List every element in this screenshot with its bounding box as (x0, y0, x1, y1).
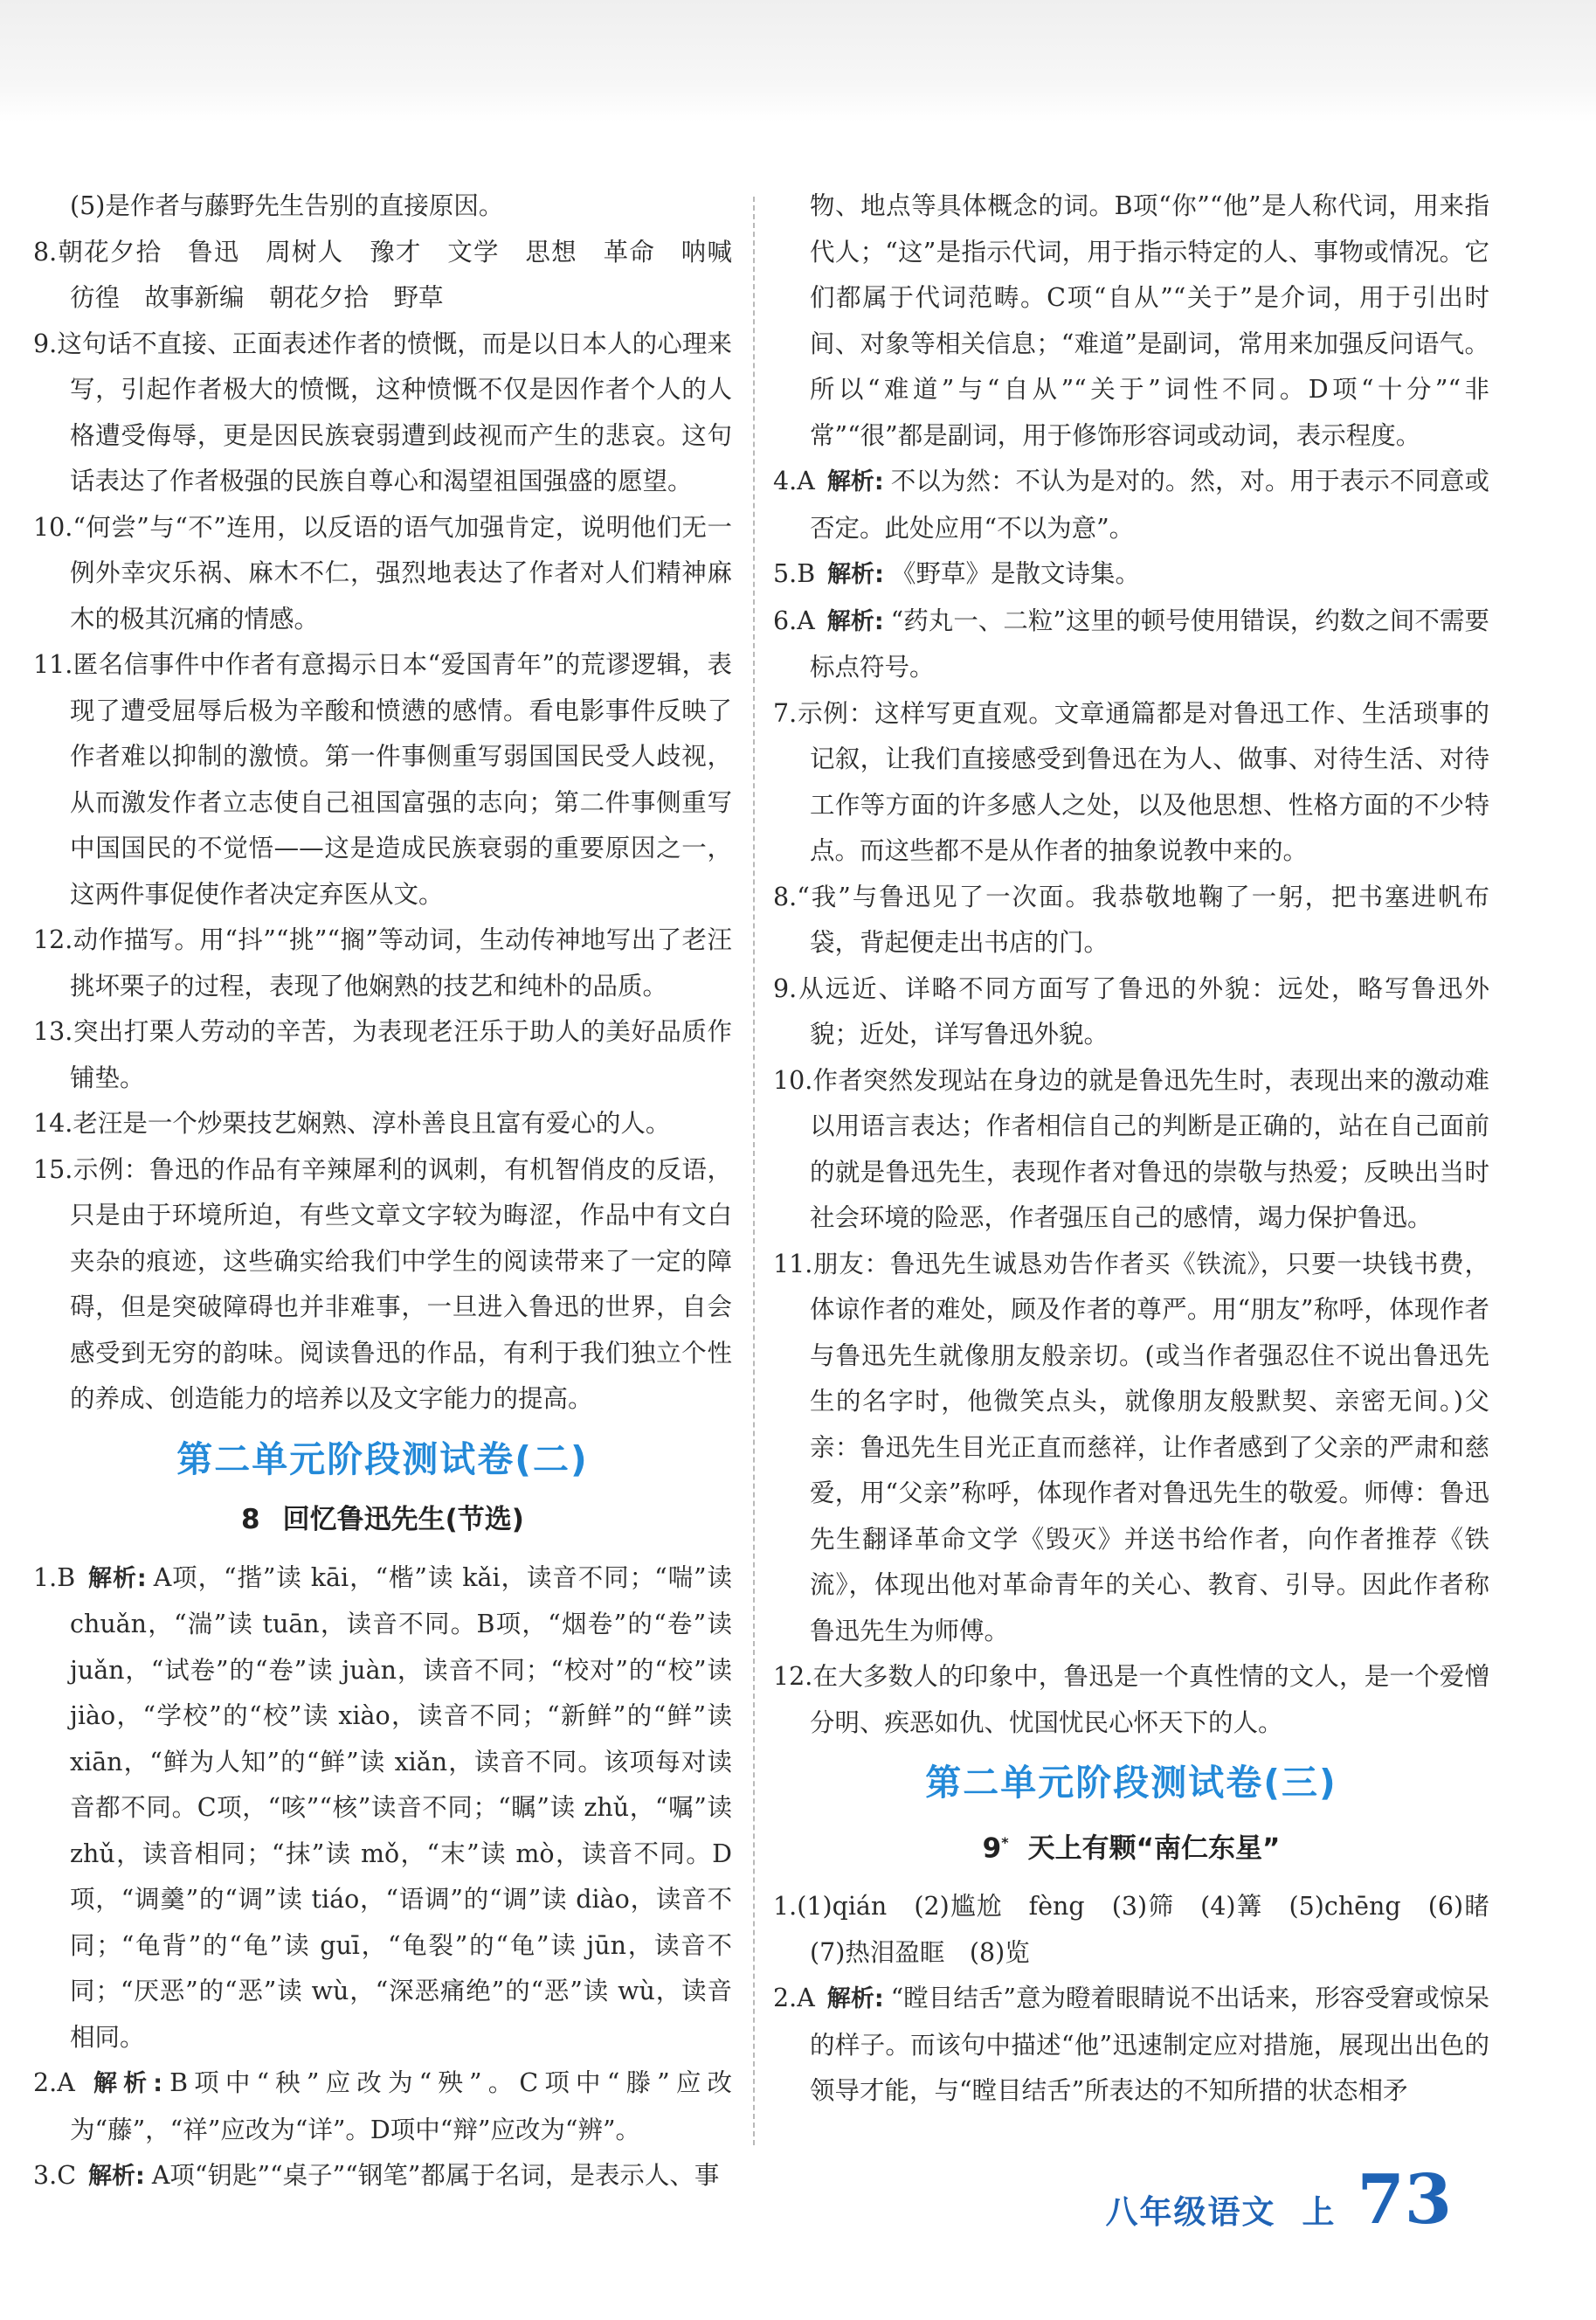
answer-text: A项“钥匙”“桌子”“钢笔”都属于名词，是表示人、事 (151, 2161, 720, 2190)
explanation-label: 解析: (827, 561, 884, 588)
lesson-title-9 (773, 1823, 1489, 1868)
answer-text: “我”与鲁迅见了一次面。我恭敬地鞠了一躬，把书塞进帆布袋，背起便走出书店的门。 (797, 882, 1489, 957)
answer-number: 2.A (33, 2068, 75, 2097)
section-title-unit2-test3: 第二单元阶段测试卷(三) (925, 1762, 1337, 1804)
answer-number: 14. (33, 1109, 73, 1138)
answer-number: 5.B (773, 559, 816, 588)
answer-text: 动作描写。用“抖”“挑”“搁”等动词，生动传神地写出了老汪挑坏栗子的过程，表现了他娴熟的技艺和纯朴的品质。 (70, 925, 732, 1001)
section-title-unit2-test2: 第二单元阶段测试卷(二) (176, 1437, 589, 1480)
answer-text: 从远近、详略不同方面写了鲁迅的外貌：远处，略写鲁迅外貌；近处，详写鲁迅外貌。 (797, 973, 1489, 1049)
explanation-label: 解析: (826, 468, 884, 495)
answer-item (33, 230, 757, 322)
lesson-mark: * (1001, 1834, 1009, 1851)
answer-text: B项中“秧”应改为“殃”。C项中“滕”应改为“藤”，“祥”应改为“详”。D项中“辩”应改为“辨”。 (70, 2068, 732, 2144)
answer-item (33, 505, 732, 643)
top-margin-band (0, 0, 1596, 122)
column-divider (753, 197, 755, 2145)
answer-number: 8. (773, 882, 798, 911)
explanation-label: 解析: (87, 1564, 147, 1592)
lesson-title-8 (33, 1499, 732, 1540)
answer-item (33, 642, 732, 918)
answer-item (33, 1009, 732, 1101)
answer-number: 15. (33, 1154, 73, 1184)
explanation-label: 解析: (826, 1985, 884, 2013)
right-answer-list-2 (773, 1884, 1515, 2115)
answer-item (33, 1555, 732, 2061)
answer-item (773, 691, 1489, 875)
answer-text: A项，“揩”读 kāi，“楷”读 kǎi，读音不同；“喘”读 chuǎn，“湍”读 tuān，读音不同。B项，“烟卷”的“卷”读 juǎn，“试卷”的“卷”读 juàn，读音不同；“校对”的“校”读 jiào，“学校”的“校”读 xiào，读音不同；“新鲜”的“鲜”读 xiān，“鲜为人知”的“鲜”读 xiǎn，读音不同。该项每对读音都不同。C项，“咳”“核”读音不同；“瞩”读 zhǔ，“嘱”读 zhǔ，读音相同；“抹”读 mǒ，“末”读 mò，读音不同。D项，“调羹”的“调”读 tiáo，“语调”的“调”读 diào，读音不同；“龟背”的“龟”读 guī，“龟裂”的“龟”读 jūn，读音不同；“厌恶”的“恶”读 wù，“深恶痛绝”的“恶”读 wù，读音相同。 (70, 1562, 732, 2052)
answer-item (773, 875, 1489, 966)
answer-item (773, 599, 1489, 691)
answer-number: 7. (773, 698, 798, 728)
answer-text: 物、地点等具体概念的词。B项“你”“他”是人称代词，用来指代人；“这”是指示代词，用于指示特定的人、事物或情况。它们都属于代词范畴。C项“自从”“关于”是介词，用于引出时间、对象等相关信息；“难道”是副词，常用来加强反问语气。所以“难道”与“自从”“关于”词性不同。D项“十分”“非常”“很”都是副词，用于修饰形容词或动词，表示程度。 (810, 191, 1489, 450)
answer-item (33, 2153, 732, 2200)
answer-number: 1. (773, 1892, 798, 1922)
left-column (33, 184, 757, 2200)
answer-item (773, 184, 1489, 459)
answer-number: 12. (33, 925, 73, 954)
answer-item (773, 1058, 1489, 1242)
answer-number: 11. (773, 1249, 813, 1278)
answer-number: 4.A (773, 467, 815, 495)
answer-number: 10. (33, 512, 73, 542)
answer-text: “药丸一、二粒”这里的顿号使用错误，约数之间不需要标点符号。 (810, 606, 1489, 682)
right-answer-list (773, 184, 1489, 1746)
answer-item (773, 551, 1489, 599)
answer-item (773, 1654, 1489, 1746)
answer-item (33, 2060, 732, 2153)
answer-text: (1)qián (2)尴尬 fèng (3)筛 (4)篝 (5)chēng (6)睹 (7)热泪盈眶 (8)览 (797, 1892, 1515, 1967)
lesson-name: 回忆鲁迅先生(节选) (282, 1503, 524, 1535)
footer-term-label: 上 (1302, 2193, 1335, 2231)
answer-number: 10. (773, 1065, 813, 1095)
answer-text: “何尝”与“不”连用，以反语的语气加强肯定，说明他们无一例外幸灾乐祸、麻木不仁，强烈地表达了作者对人们精神麻木的极其沉痛的情感。 (70, 512, 732, 634)
answer-text: “瞠目结舌”意为瞪着眼睛说不出话来，形容受窘或惊呆的样子。而该句中描述“他”迅速制定应对措施，展现出出色的领导才能，与“瞠目结舌”所表达的不知所措的状态相矛 (810, 1984, 1489, 2106)
answer-text: 老汪是一个炒栗技艺娴熟、淳朴善良且富有爱心的人。 (73, 1109, 671, 1138)
answer-item (773, 1242, 1489, 1655)
left-answer-list (33, 184, 757, 1423)
answer-text: 这句话不直接、正面表述作者的愤慨，而是以日本人的心理来写，引起作者极大的愤慨，这种愤慨不仅是因作者个人的人格遭受侮辱，更是因民族衰弱遭到歧视而产生的悲哀。这句话表达了作者极强的民族自尊心和渴望祖国强盛的愿望。 (57, 329, 732, 495)
answer-text: 示例：这样写更直观。文章通篇都是对鲁迅工作、生活琐事的记叙，让我们直接感受到鲁迅在为人、做事、对待生活、对待工作等方面的许多感人之处，以及他思想、性格方面的不少特点。而这些都不是从作者的抽象说教中来的。 (797, 698, 1489, 865)
lesson-number: 9 (982, 1832, 1002, 1865)
answer-number: 9. (33, 329, 58, 358)
answer-item (33, 184, 732, 230)
lesson-number: 8 (241, 1503, 260, 1535)
answer-number: 1.B (33, 1562, 76, 1592)
answer-text: 《野草》是散文诗集。 (890, 559, 1140, 588)
answer-text: 朋友：鲁迅先生诚恳劝告作者买《铁流》，只要一块钱书费，体谅作者的难处，顾及作者的尊严。用“朋友”称呼，体现作者与鲁迅先生就像朋友般亲切。(或当作者强忍住不说出鲁迅先生的名字时，他微笑点头，就像朋友般默契、亲密无间。)父亲：鲁迅先生目光正直而慈祥，让作者感到了父亲的严肃和慈爱，用“父亲”称呼，体现作者对鲁迅先生的敬爱。师傅：鲁迅先生翻译革命文学《毁灭》并送书给作者，向作者推荐《铁流》，体现出他对革命青年的关心、教育、引导。因此作者称鲁迅先生为师傅。 (810, 1249, 1489, 1645)
answer-number: 3.C (33, 2161, 76, 2190)
page-footer (1105, 2160, 1452, 2240)
answer-item (773, 1884, 1515, 1976)
answer-item (773, 966, 1489, 1058)
answer-text: 突出打栗人劳动的辛苦，为表现老汪乐于助人的美好品质作铺垫。 (70, 1017, 732, 1092)
answer-number: 11. (33, 650, 73, 679)
answer-text: 示例：鲁迅的作品有辛辣犀利的讽刺，有机智俏皮的反语，只是由于环境所迫，有些文章文字较为晦涩，作品中有文白夹杂的痕迹，这些确实给我们中学生的阅读带来了一定的障碍，但是突破障碍也并非难事，一旦进入鲁迅的世界，自会感受到无穷的韵味。阅读鲁迅的作品，有利于我们独立个性的养成、创造能力的培养以及文字能力的提高。 (70, 1154, 732, 1413)
answer-item (33, 1101, 732, 1147)
answer-text: 作者突然发现站在身边的就是鲁迅先生时，表现出来的激动难以用语言表达；作者相信自己的判断是正确的，站在自己面前的就是鲁迅先生，表现作者对鲁迅的崇敬与热爱；反映出当时社会环境的险恶，作者强压自己的感情，竭力保护鲁迅。 (810, 1065, 1489, 1232)
answer-text: 在大多数人的印象中，鲁迅是一个真性情的文人，是一个爱憎分明、疾恶如仇、忧国忧民心怀天下的人。 (810, 1662, 1489, 1737)
left-answer-list-2 (33, 1555, 732, 2200)
answer-number: 8. (33, 237, 58, 267)
answer-item (33, 322, 732, 505)
answer-item (773, 1976, 1489, 2115)
answer-number: 13. (33, 1017, 73, 1046)
answer-item (33, 1147, 732, 1423)
page-number: 73 (1357, 2160, 1452, 2240)
answer-text: (5)是作者与藤野先生告别的直接原因。 (70, 191, 504, 220)
answer-item (773, 459, 1489, 551)
explanation-label: 解析: (86, 2070, 163, 2097)
answer-text: 朝花夕拾 鲁迅 周树人 豫才 文学 思想 革命 呐喊 彷徨 故事新编 朝花夕拾 野草 (57, 237, 757, 312)
answer-item (33, 918, 732, 1009)
answer-number: 6.A (773, 606, 815, 635)
right-column (773, 184, 1515, 2115)
answer-number: 12. (773, 1662, 813, 1691)
answer-text: 匿名信事件中作者有意揭示日本“爱国青年”的荒谬逻辑，表现了遭受屈辱后极为辛酸和愤懑的感情。看电影事件反映了作者难以抑制的激愤。第一件事侧重写弱国国民受人歧视，从而激发作者立志使自己祖国富强的志向；第二件事侧重写中国国民的不觉悟——这是造成民族衰弱的重要原因之一，这两件事促使作者决定弃医从文。 (70, 650, 732, 909)
answer-number: 2.A (773, 1984, 815, 2013)
answer-number: 9. (773, 973, 798, 1003)
lesson-name: 天上有颗“南仁东星” (1027, 1832, 1281, 1865)
footer-grade-label: 八年级语文 (1105, 2193, 1276, 2231)
explanation-label: 解析: (826, 607, 884, 635)
answer-text: 不以为然：不认为是对的。然，对。用于表示不同意或否定。此处应用“不以为意”。 (810, 467, 1489, 543)
explanation-label: 解析: (88, 2163, 145, 2190)
